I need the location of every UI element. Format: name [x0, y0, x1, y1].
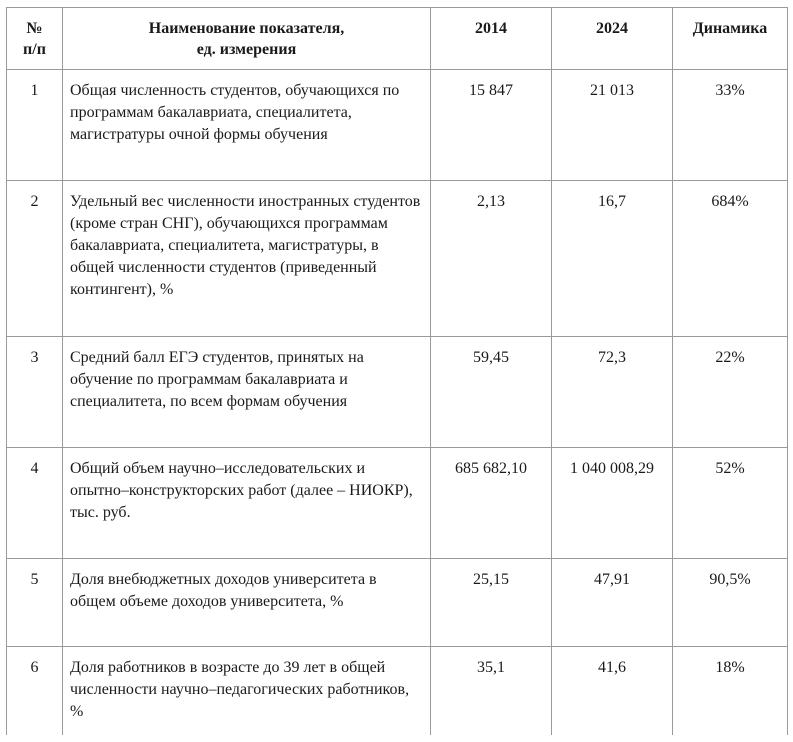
- row-value-2024: 1 040 008,29: [552, 448, 673, 559]
- row-dynamics: 18%: [673, 647, 788, 736]
- table-header-row: [7, 8, 788, 70]
- header-name-line2: ед. измерения: [196, 41, 297, 58]
- header-number-line1: №: [26, 20, 43, 37]
- header-number-line2: п/п: [23, 41, 46, 58]
- row-value-2014: 25,15: [431, 559, 552, 647]
- row-indicator-name: Удельный вес численности иностранных студентов (кроме стран СНГ), обучающихся программам бакалавриата, специалитета, магистратуры, в общей численности студентов (приведенный контингент), %: [63, 181, 431, 337]
- row-value-2014: 685 682,10: [431, 448, 552, 559]
- row-value-2014: 59,45: [431, 337, 552, 448]
- row-number: 3: [7, 337, 63, 448]
- row-dynamics: 22%: [673, 337, 788, 448]
- row-indicator-name: Общая численность студентов, обучающихся по программам бакалавриата, специалитета, магистратуры очной формы обучения: [63, 70, 431, 181]
- table-row: [7, 70, 788, 181]
- row-dynamics: 90,5%: [673, 559, 788, 647]
- row-number: 5: [7, 559, 63, 647]
- row-dynamics: 33%: [673, 70, 788, 181]
- row-indicator-name: Общий объем научно–исследовательских и опытно–конструкторских работ (далее – НИОКР), тыс. руб.: [63, 448, 431, 559]
- row-value-2014: 2,13: [431, 181, 552, 337]
- row-value-2024: 72,3: [552, 337, 673, 448]
- row-indicator-name: Доля работников в возрасте до 39 лет в общей численности научно–педагогических работников, %: [63, 647, 431, 736]
- header-year-2024: 2024: [552, 8, 673, 70]
- row-value-2014: 15 847: [431, 70, 552, 181]
- header-year-2014: 2014: [431, 8, 552, 70]
- table-row: [7, 647, 788, 736]
- table-row: [7, 559, 788, 647]
- table-row: [7, 337, 788, 448]
- row-indicator-name: Средний балл ЕГЭ студентов, принятых на обучение по программам бакалавриата и специалитета, по всем формам обучения: [63, 337, 431, 448]
- row-value-2024: 16,7: [552, 181, 673, 337]
- table-row: [7, 448, 788, 559]
- row-value-2014: 35,1: [431, 647, 552, 736]
- header-indicator-name: [63, 8, 431, 70]
- row-number: 6: [7, 647, 63, 736]
- row-value-2024: 47,91: [552, 559, 673, 647]
- header-name-line1: Наименование показателя,: [148, 20, 345, 37]
- row-indicator-name: Доля внебюджетных доходов университета в общем объеме доходов университета, %: [63, 559, 431, 647]
- row-value-2024: 21 013: [552, 70, 673, 181]
- row-dynamics: 52%: [673, 448, 788, 559]
- header-number: [7, 8, 63, 70]
- row-number: 4: [7, 448, 63, 559]
- row-value-2024: 41,6: [552, 647, 673, 736]
- row-number: 2: [7, 181, 63, 337]
- indicators-table: [6, 7, 788, 735]
- row-dynamics: 684%: [673, 181, 788, 337]
- table-row: [7, 181, 788, 337]
- row-number: 1: [7, 70, 63, 181]
- header-dynamics: Динамика: [673, 8, 788, 70]
